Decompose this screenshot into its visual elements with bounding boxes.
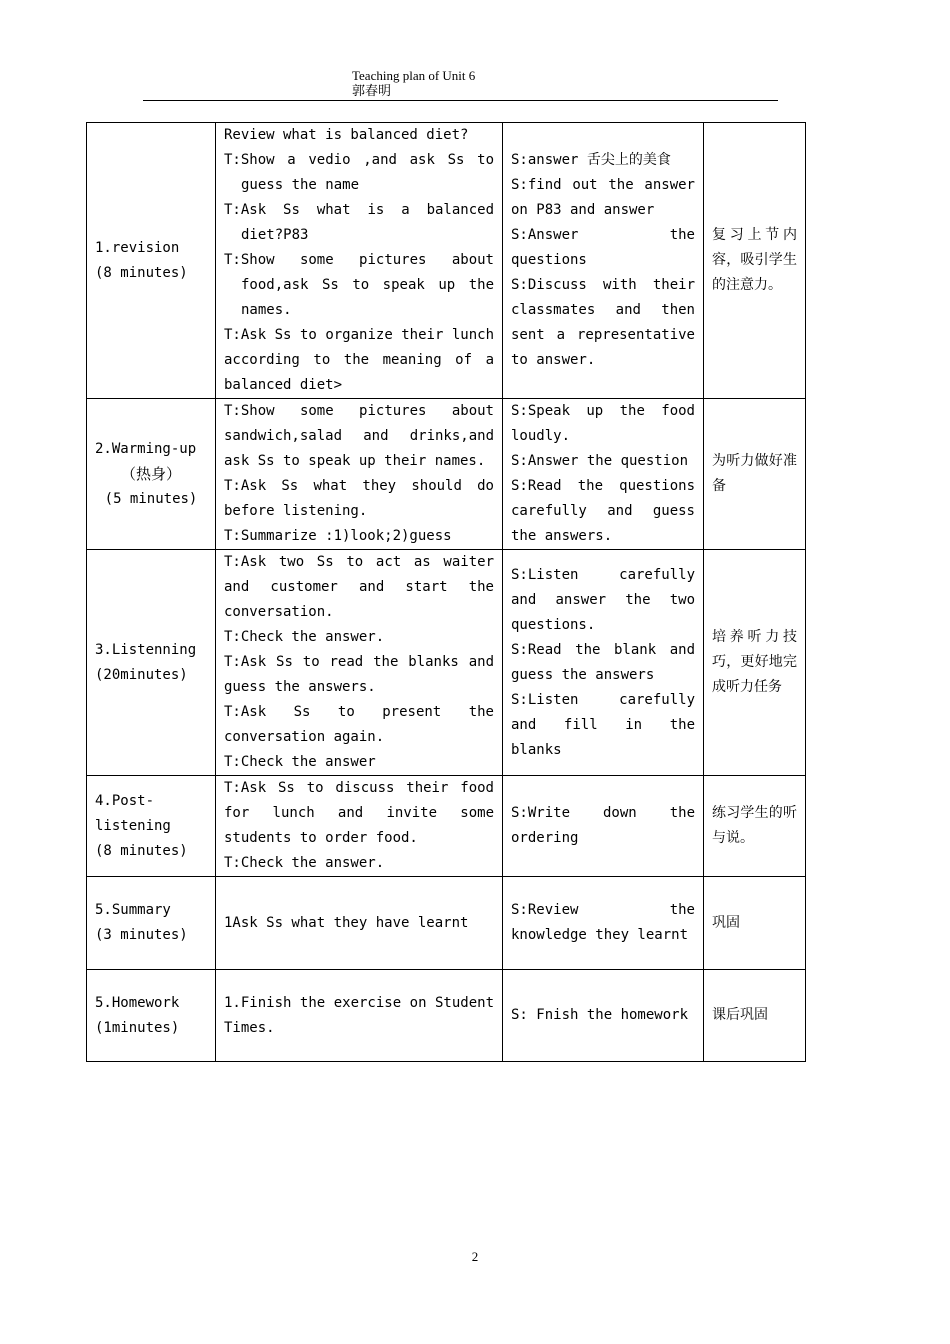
stage-line: (8 minutes) <box>95 264 188 281</box>
stage-line: 5.Homework <box>95 994 180 1011</box>
teacher-activity: Review what is balanced diet? <box>224 127 469 143</box>
table-row <box>87 877 806 970</box>
teacher-activity: T:Ask Ss what is a balanced diet?P83 <box>224 202 494 243</box>
teacher-activity: T:Ask Ss to organize their lunch according to the meaning of a balanced diet> <box>224 327 494 393</box>
stage-cell <box>87 550 216 776</box>
stage-line: 5.Summary <box>95 902 171 918</box>
student-activity: S: Fnish the homework <box>511 1007 689 1023</box>
student-activity: S:Listen carefully and answer the two questions. <box>511 566 695 633</box>
teacher-activity: 1.Finish the exercise on Student Times. <box>224 994 494 1036</box>
teacher-activity: T:Check the answer <box>224 754 376 770</box>
teaching-plan-table <box>86 122 806 1062</box>
stage-cell <box>87 877 216 970</box>
teacher-activity-cell <box>216 399 503 550</box>
header-author: 郭春明 <box>352 83 392 98</box>
table-row <box>87 970 806 1062</box>
teacher-activity: T:Ask Ss to discuss their food for lunch and invite some students to order food. <box>224 780 494 846</box>
table-row <box>87 776 806 877</box>
stage-line: 1.revision <box>95 239 180 256</box>
stage-line: (3 minutes) <box>95 927 188 943</box>
stage-line: (5 minutes) <box>104 490 198 507</box>
teacher-activity-cell <box>216 776 503 877</box>
purpose-cell: 巩固 <box>704 877 806 970</box>
page-number: 2 <box>471 1249 479 1264</box>
student-activity: S:Speak up the food loudly. <box>511 403 695 444</box>
student-activity: S:Read the blank and guess the answers <box>511 641 695 683</box>
student-activity-cell <box>503 399 704 550</box>
purpose-cell: 为听力做好准备 <box>704 399 806 550</box>
purpose-cell: 课后巩固 <box>704 970 806 1062</box>
student-activity: S:Read the questions carefully and guess the answers. <box>511 478 695 544</box>
student-activity: S:find out the answer on P83 and answer <box>511 177 695 218</box>
stage-line: 2.Warming-up <box>95 440 197 457</box>
teacher-activity: T:Ask Ss what they should do before listening. <box>224 478 494 519</box>
student-activity-cell <box>503 776 704 877</box>
teacher-activity: 1Ask Ss what they have learnt <box>224 914 469 931</box>
stage-cell <box>87 776 216 877</box>
teacher-activity-cell <box>216 970 503 1062</box>
student-activity-cell <box>503 123 704 399</box>
student-activity-cell <box>503 877 704 970</box>
stage-cell <box>87 970 216 1062</box>
stage-line: (1minutes) <box>95 1019 180 1036</box>
teacher-activity-cell <box>216 550 503 776</box>
table-row <box>87 399 806 550</box>
header-title: Teaching plan of Unit 6 <box>352 68 476 83</box>
table-row <box>87 123 806 399</box>
student-activity-cell <box>503 970 704 1062</box>
stage-line: （热身） <box>120 464 181 483</box>
purpose-cell: 培养听力技巧，更好地完成听力任务 <box>704 550 806 776</box>
stage-line: (20minutes) <box>95 666 188 683</box>
stage-line: 4.Post-listening <box>95 792 171 834</box>
teacher-activity: T:Check the answer. <box>224 629 385 645</box>
stage-cell <box>87 399 216 550</box>
purpose-cell: 练习学生的听与说。 <box>704 776 806 877</box>
stage-cell <box>87 123 216 399</box>
header-rule <box>143 100 778 101</box>
student-activity-cell <box>503 550 704 776</box>
teacher-activity: T:Show some pictures about food,ask Ss to speak up the names. <box>224 252 494 318</box>
teacher-activity: T:Check the answer. <box>224 855 385 871</box>
teacher-activity: T:Ask Ss to present the conversation again. <box>224 704 494 745</box>
stage-line: (8 minutes) <box>95 842 188 859</box>
student-activity: S:Review the knowledge they learnt <box>511 902 695 943</box>
teacher-activity: T:Ask two Ss to act as waiter and customer and start the conversation. <box>224 554 494 620</box>
teacher-activity-cell <box>216 123 503 399</box>
student-activity: S:Listen carefully and fill in the blanks <box>511 691 695 758</box>
teacher-activity: T:Summarize :1)look;2)guess <box>224 528 452 544</box>
student-activity: S:answer 舌尖上的美食 <box>511 152 671 168</box>
teacher-activity: T:Ask Ss to read the blanks and guess the answers. <box>224 654 494 695</box>
student-activity: S:Answer the questions <box>511 227 695 268</box>
page-header <box>352 68 475 98</box>
student-activity: S:Answer the question <box>511 453 689 469</box>
student-activity: S:Discuss with their classmates and then sent a representative to answer. <box>511 277 695 368</box>
student-activity: S:Write down the ordering <box>511 805 695 846</box>
table-row <box>87 550 806 776</box>
teacher-activity-cell <box>216 877 503 970</box>
purpose-cell: 复习上节内容，吸引学生的注意力。 <box>704 123 806 399</box>
teacher-activity: T:Show some pictures about sandwich,salad and drinks,and ask Ss to speak up their names. <box>224 403 494 469</box>
stage-line: 3.Listenning <box>95 641 197 658</box>
teacher-activity: T:Show a vedio ,and ask Ss to guess the name <box>224 152 494 193</box>
